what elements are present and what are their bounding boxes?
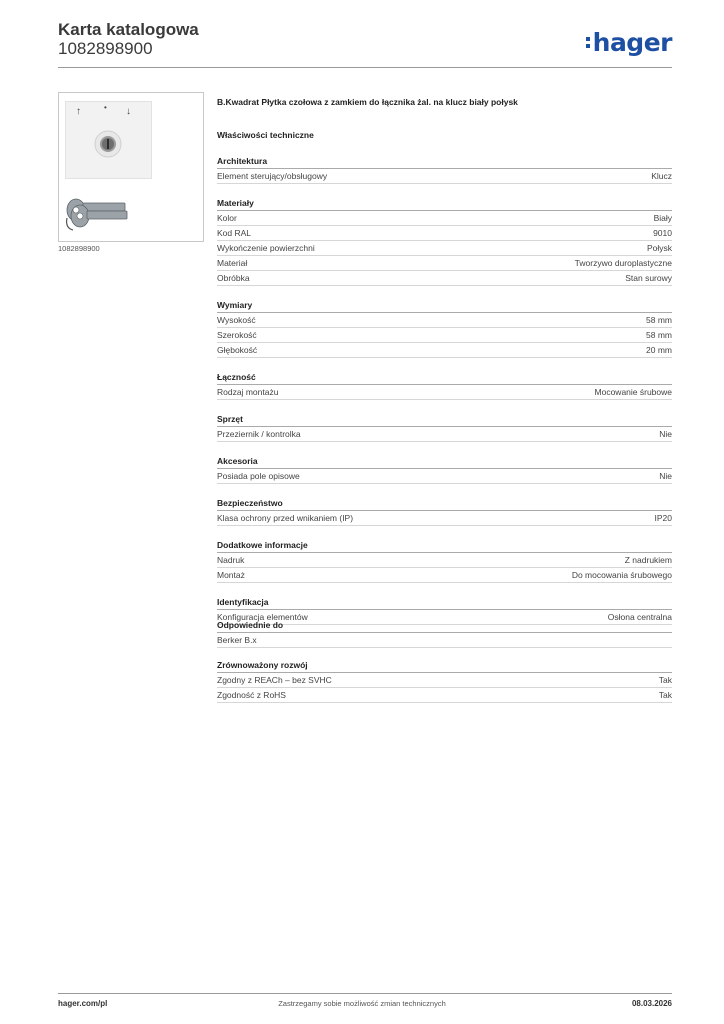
spec-label: Materiał: [217, 258, 248, 268]
hager-logo: [586, 28, 672, 57]
tech-properties-heading: Właściwości techniczne: [217, 130, 314, 140]
catalog-number: 1082898900: [58, 39, 153, 58]
spec-table: [217, 155, 672, 625]
page-title: Karta katalogowa: [58, 20, 199, 39]
spec-label: Zgodność z RoHS: [217, 690, 286, 700]
spec-label: Obróbka: [217, 273, 250, 283]
spec-label: Rodzaj montażu: [217, 387, 279, 397]
spec-label: Klasa ochrony przed wnikaniem (IP): [217, 513, 354, 523]
section-heading: Akcesoria: [217, 455, 672, 469]
spec-value: 58 mm: [646, 330, 672, 340]
section-spacer: [217, 184, 672, 197]
section-heading: Identyfikacja: [217, 596, 672, 610]
section-heading: Dodatkowe informacje: [217, 539, 672, 553]
spec-label: Wysokość: [217, 315, 256, 325]
spec-row: [217, 226, 672, 241]
spec-label: Głębokość: [217, 345, 258, 355]
spec-value: Biały: [653, 213, 672, 223]
product-image: [58, 92, 204, 242]
section-heading: Architektura: [217, 155, 672, 169]
spec-value: Klucz: [651, 171, 672, 181]
spec-row: [217, 343, 672, 358]
section-heading: Wymiary: [217, 299, 672, 313]
section-spacer: [217, 358, 672, 371]
section-spacer: [217, 286, 672, 299]
spec-value: Tak: [658, 675, 672, 685]
spec-row: [217, 169, 672, 184]
spec-label: Posiada pole opisowe: [217, 471, 300, 481]
spec-label: Montaż: [217, 570, 245, 580]
cover-plate: [65, 101, 152, 179]
spec-value: 9010: [653, 228, 672, 238]
product-title: B.Kwadrat Płytka czołowa z zamkiem do łącznika żal. na klucz biały połysk: [217, 97, 518, 107]
compat-table: [217, 619, 672, 648]
arrow-down-icon: ↓: [126, 106, 131, 117]
logo-text: hager: [592, 28, 672, 57]
spec-row: [217, 241, 672, 256]
section-spacer: [217, 400, 672, 413]
section-heading: Bezpieczeństwo: [217, 497, 672, 511]
spec-value: Nie: [659, 429, 672, 439]
spec-row: [217, 633, 672, 648]
header-divider: [58, 67, 672, 68]
spec-row: [217, 673, 672, 688]
spec-row: [217, 688, 672, 703]
footer-disclaimer: Zastrzegamy sobie możliwość zmian technicznych: [278, 999, 446, 1008]
spec-value: Stan surowy: [625, 273, 672, 283]
spec-row: [217, 469, 672, 484]
image-caption: 1082898900: [58, 244, 100, 253]
spec-value: Tak: [658, 690, 672, 700]
footer-date: 08.03.2026: [631, 999, 672, 1008]
footer-divider: [58, 993, 672, 994]
logo-dots-icon: [586, 34, 591, 51]
lock-cylinder-icon: [66, 102, 151, 178]
section-heading: Zrównoważony rozwój: [217, 659, 672, 673]
spec-value: Do mocowania śrubowego: [571, 570, 672, 580]
spec-value: Nie: [659, 471, 672, 481]
spec-row: [217, 271, 672, 286]
spec-row: [217, 427, 672, 442]
spec-label: Element sterujący/obsługowy: [217, 171, 328, 181]
section-spacer: [217, 583, 672, 596]
spec-label: Zgodny z REACh – bez SVHC: [217, 675, 332, 685]
section-spacer: [217, 526, 672, 539]
spec-row: [217, 511, 672, 526]
spec-label: Kod RAL: [217, 228, 252, 238]
spec-label: Przeziernik / kontrolka: [217, 429, 301, 439]
spec-label: Nadruk: [217, 555, 245, 565]
keys-icon: [63, 188, 133, 236]
spec-value: IP20: [654, 513, 672, 523]
spec-row: [217, 553, 672, 568]
spec-value: Z nadrukiem: [624, 555, 672, 565]
dot-icon: •: [104, 103, 107, 112]
arrow-up-icon: ↑: [76, 106, 81, 117]
spec-row: [217, 568, 672, 583]
spec-value: Połysk: [646, 243, 672, 253]
section-heading: Odpowiednie do: [217, 619, 672, 633]
spec-value: Tworzywo duroplastyczne: [574, 258, 672, 268]
section-spacer: [217, 484, 672, 497]
spec-label: Kolor: [217, 213, 237, 223]
spec-row: [217, 313, 672, 328]
spec-value: Mocowanie śrubowe: [594, 387, 672, 397]
spec-value: Osłona centralna: [607, 612, 672, 622]
spec-row: [217, 385, 672, 400]
spec-row: [217, 256, 672, 271]
sustainability-table: [217, 659, 672, 703]
spec-value: 58 mm: [646, 315, 672, 325]
section-heading: Sprzęt: [217, 413, 672, 427]
spec-label: Szerokość: [217, 330, 257, 340]
spec-row: [217, 328, 672, 343]
section-heading: Łączność: [217, 371, 672, 385]
spec-label: Berker B.x: [217, 635, 257, 645]
spec-label: Konfiguracja elementów: [217, 612, 308, 622]
spec-label: Wykończenie powierzchni: [217, 243, 315, 253]
spec-row: [217, 211, 672, 226]
section-heading: Materiały: [217, 197, 672, 211]
spec-value: 20 mm: [646, 345, 672, 355]
footer-website[interactable]: hager.com/pl: [58, 999, 108, 1008]
section-spacer: [217, 442, 672, 455]
